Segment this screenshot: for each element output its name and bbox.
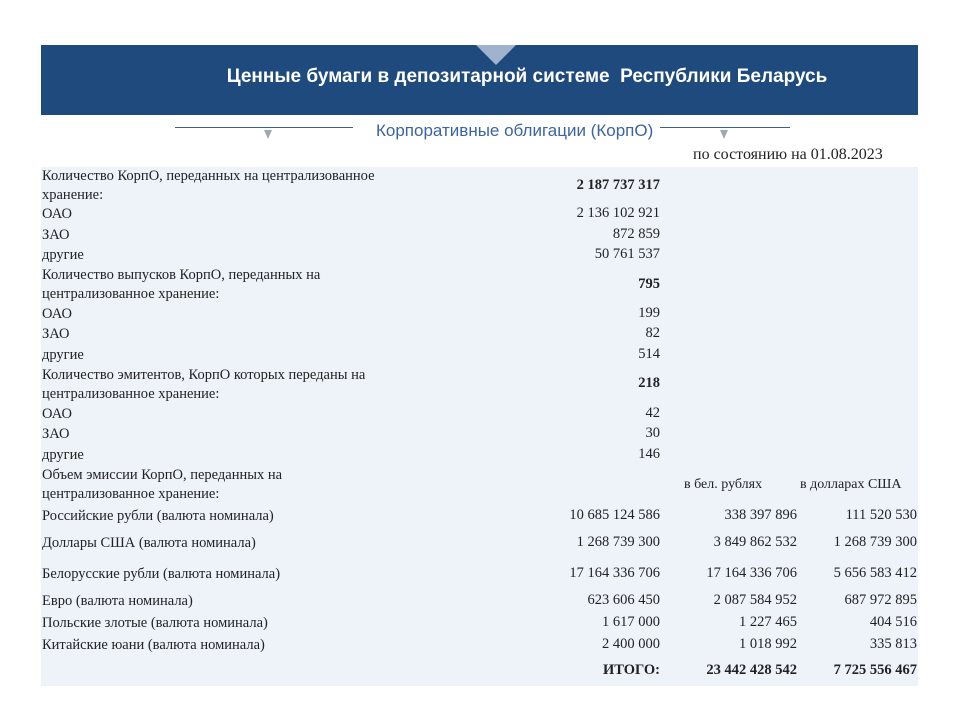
currency-label: Российские рубли (валюта номинала)	[42, 508, 274, 524]
byn-value: 2 087 584 952	[713, 592, 797, 608]
column-header-byn: в бел. рублях	[684, 477, 763, 492]
total-label: ИТОГО:	[602, 662, 660, 678]
byn-value: 338 397 896	[724, 507, 797, 523]
byn-value: 1 018 992	[739, 636, 797, 652]
quantity-total: 2 187 737 317	[576, 177, 660, 193]
nominal-value: 623 606 450	[587, 592, 660, 608]
nominal-value: 1 268 739 300	[576, 534, 660, 550]
row-label: другие	[42, 447, 84, 463]
row-label: ОАО	[42, 306, 72, 322]
currency-label: Польские злотые (валюта номинала)	[42, 615, 268, 631]
volume-label: Объем эмиссии КорпО, переданных на централизованное хранение:	[42, 467, 283, 502]
nominal-value: 1 617 000	[602, 614, 660, 630]
arrow-down-icon	[720, 130, 728, 139]
byn-value: 3 849 862 532	[713, 534, 797, 550]
usd-value: 1 268 739 300	[833, 534, 917, 550]
row-label: ОАО	[42, 206, 72, 222]
row-value: 2 136 102 921	[576, 205, 660, 221]
nominal-value: 17 164 336 706	[569, 565, 660, 581]
usd-value: 687 972 895	[844, 592, 917, 608]
row-value: 146	[638, 446, 660, 462]
subtitle-rule-left	[175, 127, 353, 128]
usd-value: 5 656 583 412	[833, 565, 917, 581]
row-value: 42	[645, 405, 660, 421]
issuers-total: 218	[638, 375, 660, 391]
row-value: 872 859	[612, 226, 660, 242]
usd-value: 404 516	[869, 614, 917, 630]
row-value: 30	[645, 425, 660, 441]
total-usd: 7 725 556 467	[833, 662, 917, 678]
row-value: 50 761 537	[594, 246, 660, 262]
row-label: ЗАО	[42, 426, 70, 442]
byn-value: 17 164 336 706	[706, 565, 797, 581]
row-label: ЗАО	[42, 326, 70, 342]
currency-label: Китайские юани (валюта номинала)	[42, 637, 265, 653]
row-label: другие	[42, 247, 84, 263]
total-byn: 23 442 428 542	[706, 662, 797, 678]
section-subtitle: Корпоративные облигации (КорпО)	[376, 121, 654, 140]
byn-value: 1 227 465	[739, 614, 797, 630]
as-of-date: по состоянию на 01.08.2023	[693, 146, 883, 163]
currency-label: Евро (валюта номинала)	[42, 593, 193, 609]
nominal-value: 10 685 124 586	[569, 507, 660, 523]
quantity-label: Количество КорпО, переданных на централизованное хранение:	[42, 168, 375, 203]
row-value: 199	[638, 305, 660, 321]
banner-notch	[476, 45, 516, 65]
page-title: Ценные бумаги в депозитарной системе Республики Беларусь	[226, 66, 828, 87]
row-label: другие	[42, 347, 84, 363]
issuers-label: Количество эмитентов, КорпО которых переданы на централизованное хранение:	[42, 367, 366, 402]
issues-total: 795	[638, 276, 660, 292]
row-value: 514	[638, 346, 660, 362]
subtitle-rule-right	[660, 127, 790, 128]
row-label: ЗАО	[42, 227, 70, 243]
usd-value: 335 813	[869, 636, 917, 652]
usd-value: 111 520 530	[845, 507, 917, 523]
nominal-value: 2 400 000	[602, 636, 660, 652]
currency-label: Белорусские рубли (валюта номинала)	[42, 566, 281, 582]
issues-label: Количество выпусков КорпО, переданных на централизованное хранение:	[42, 267, 321, 302]
arrow-down-icon	[264, 130, 272, 139]
row-label: ОАО	[42, 406, 72, 422]
currency-label: Доллары США (валюта номинала)	[42, 535, 256, 551]
column-header-usd: в долларах США	[800, 477, 902, 492]
row-value: 82	[645, 325, 660, 341]
